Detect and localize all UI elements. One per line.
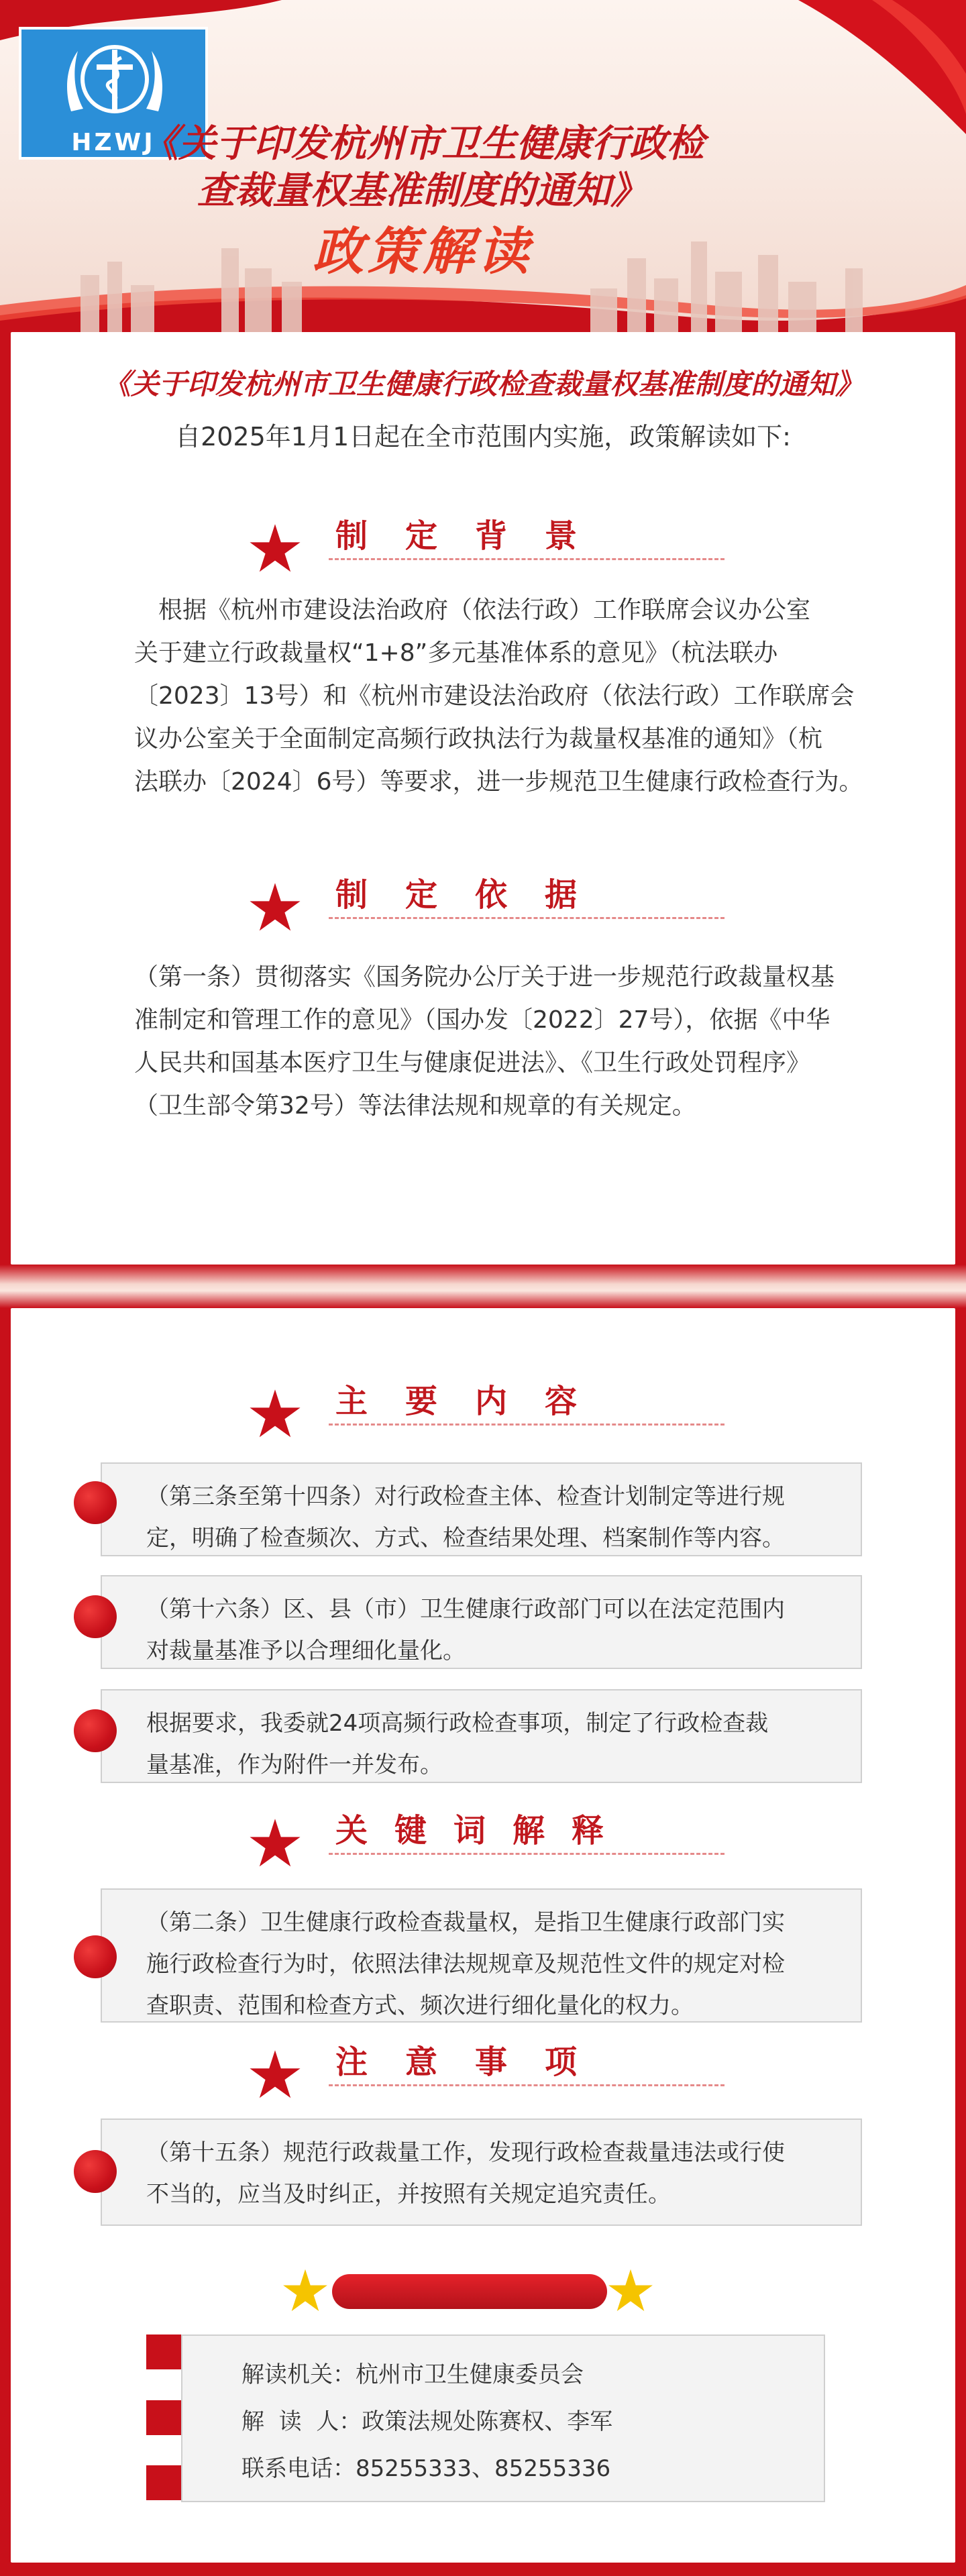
background-paragraph [134,589,885,804]
box-line: 量基准，作为附件一并发布。 [146,1752,443,1778]
red-bullet-icon [74,1709,117,1752]
dashed-underline [329,1424,724,1426]
paragraph-line: 关于建立行政裁量权“1+8”多元基准体系的意见》（杭法联办 [134,639,778,667]
box-line: （第三条至第十四条）对行政检查主体、检查计划制定等进行规 [146,1483,785,1510]
content-box [101,1575,862,1669]
content-box [101,1462,862,1556]
box-line: 对裁量基准予以合理细化量化。 [146,1638,466,1664]
red-square-icon [146,2334,181,2369]
red-bullet-icon [74,1595,117,1638]
red-star-icon [248,2048,302,2102]
logo-abbreviation: HZWJ [71,129,156,156]
banner-title-policy-interpretation: 政策解读 [313,221,533,281]
basis-paragraph [134,956,885,1128]
gold-star-icon [282,2267,329,2314]
dashed-underline [329,2084,724,2086]
panel-divider-decoration [0,1265,966,1308]
red-bullet-icon [74,1935,117,1978]
section-title: 主要内容 [335,1383,615,1420]
red-star-icon [248,1817,302,1870]
box-line: 施行政检查行为时，依照法律法规规章及规范性文件的规定对检 [146,1951,785,1978]
interpreter: 解 读 人：政策法规处陈赛权、李军 [241,2408,613,2435]
paragraph-line: 法联办〔2024〕6号）等要求，进一步规范卫生健康行政检查行为。 [134,768,863,796]
paragraph-line: 准制定和管理工作的意见》（国办发〔2022〕27号），依据《中华 [134,1006,830,1034]
red-bullet-icon [74,2150,117,2193]
dashed-underline [329,558,724,560]
section-heading-background [248,510,724,570]
paragraph-line: （卫生部令第32号）等法律法规和规章的有关规定。 [134,1092,696,1120]
paragraph-line: 议办公室关于全面制定高频行政执法行为裁量权基准的通知》（杭 [134,725,823,753]
dashed-underline [329,917,724,919]
box-line: （第十六条）区、县（市）卫生健康行政部门可以在法定范围内 [146,1596,785,1623]
content-box [101,2118,862,2226]
section-heading-basis [248,869,724,929]
section-title: 关键词解释 [335,1812,631,1849]
gold-star-icon [607,2267,654,2314]
banner-title-line-2: 查裁量权基准制度的通知》 [197,169,648,213]
dashed-underline [329,1853,724,1855]
section-heading-keywords [248,1805,724,1865]
red-star-icon [248,881,302,934]
red-star-icon [248,522,302,576]
health-emblem-icon [58,38,172,125]
box-line: 定，明确了检查频次、方式、检查结果处理、档案制作等内容。 [146,1525,785,1552]
box-line: （第十五条）规范行政裁量工作，发现行政检查裁量违法或行使 [146,2139,785,2166]
red-square-icon [146,2465,181,2500]
section-heading-notes [248,2036,724,2096]
paragraph-line: 人民共和国基本医疗卫生与健康促进法》、《卫生行政处罚程序》 [134,1049,811,1077]
section-heading-main-content [248,1375,724,1436]
decorative-pill [332,2274,607,2309]
section-title: 制定背景 [335,517,615,555]
box-line: 查职责、范围和检查方式、频次进行细化量化的权力。 [146,1992,694,2019]
red-square-icon [146,2400,181,2435]
red-star-icon [248,1387,302,1441]
paragraph-line: 〔2023〕13号）和《杭州市建设法治政府（依法行政）工作联席会 [134,682,855,710]
document-title: 《关于印发杭州市卫生健康行政检查裁量权基准制度的通知》 [102,368,863,400]
section-title: 注意事项 [335,2043,615,2081]
box-line: 根据要求，我委就24项高频行政检查事项，制定了行政检查裁 [146,1710,769,1737]
box-line: 不当的，应当及时纠正，并按照有关规定追究责任。 [146,2181,671,2208]
red-bullet-icon [74,1481,117,1524]
document-subtitle: 自2025年1月1日起在全市范围内实施，政策解读如下: [175,422,791,451]
paragraph-line: （第一条）贯彻落实《国务院办公厅关于进一步规范行政裁量权基 [134,963,835,991]
content-box [101,1689,862,1783]
interpreting-agency: 解读机关：杭州市卫生健康委员会 [241,2361,584,2388]
header-banner [0,0,966,335]
contact-phone: 联系电话：85255333、85255336 [241,2455,611,2482]
paragraph-line: 根据《杭州市建设法治政府（依法行政）工作联席会议办公室 [158,596,811,624]
section-title: 制定依据 [335,876,615,914]
content-box [101,1888,862,2023]
box-line: （第二条）卫生健康行政检查裁量权，是指卫生健康行政部门实 [146,1909,785,1936]
banner-title-line-1: 《关于印发杭州市卫生健康行政检 [141,122,704,166]
